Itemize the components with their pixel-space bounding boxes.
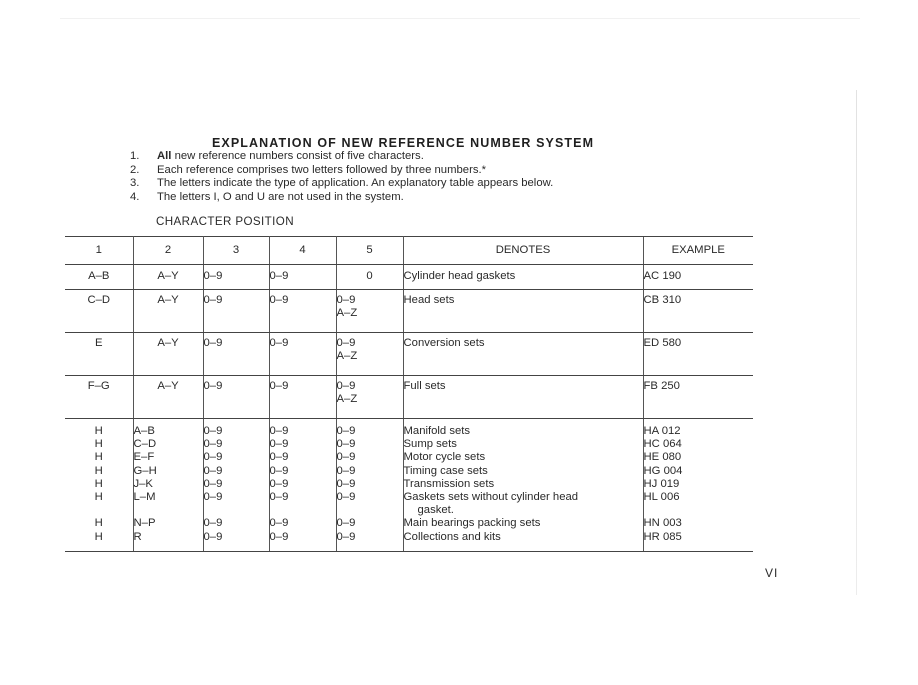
cell-position-3: 0–9	[203, 333, 269, 376]
cell-line: 0–9	[336, 477, 356, 490]
cell-line: 0–9	[269, 491, 289, 504]
cell-line: N–P	[133, 517, 156, 530]
note-text: The letters I, O and U are not used in the system.	[157, 190, 404, 203]
cell-position-5	[336, 333, 403, 376]
cell-position-5	[336, 290, 403, 333]
cell-line: HL 006	[643, 491, 680, 504]
cell-line: 0–9	[336, 530, 356, 543]
cell-line: A–Z	[336, 350, 358, 363]
spacer	[65, 504, 133, 517]
cell-line: 0–9	[336, 491, 356, 504]
cell-position-1: A–B	[65, 265, 133, 290]
cell-line: HA 012	[643, 425, 681, 437]
cell-example: FB 250	[643, 376, 753, 419]
note-item	[130, 150, 553, 164]
page-title: EXPLANATION OF NEW REFERENCE NUMBER SYSTEM	[212, 136, 595, 150]
cell-line: 0–9	[269, 477, 289, 490]
cell-line: 0–9	[269, 464, 289, 477]
cell-position-1: C–D	[65, 290, 133, 333]
cell-line: 0–9	[269, 438, 289, 451]
cell-line: A–Z	[336, 393, 358, 406]
cell-line: H	[94, 517, 103, 530]
cell-line: H	[94, 438, 103, 451]
scan-edge-top	[60, 18, 860, 19]
note-item	[130, 164, 553, 178]
cell-line: 0–9	[336, 380, 356, 392]
spacer	[644, 504, 754, 517]
cell-denotes: Full sets	[403, 376, 643, 419]
table-row	[65, 290, 753, 333]
note-item	[130, 191, 553, 205]
cell-line: HE 080	[643, 451, 682, 464]
cell-position-5	[336, 376, 403, 419]
cell-line: 0–9	[203, 491, 223, 504]
cell-position-4	[269, 419, 336, 552]
cell-line: H	[94, 425, 103, 437]
cell-line: HG 004	[643, 464, 683, 477]
cell-position-3	[203, 419, 269, 552]
notes-list	[130, 150, 553, 204]
cell-line: 0–9	[336, 517, 356, 530]
cell-line: J–K	[133, 477, 153, 490]
cell-line: 0–9	[269, 530, 289, 543]
column-header-denotes: DENOTES	[403, 237, 643, 265]
cell-line: H	[94, 491, 103, 504]
cell-line: 0–9	[203, 438, 223, 451]
cell-line: HN 003	[643, 517, 682, 530]
cell-line: L–M	[133, 491, 156, 504]
cell-line: HR 085	[643, 530, 682, 543]
cell-line: E–F	[133, 451, 155, 464]
cell-position-3: 0–9	[203, 290, 269, 333]
header-row	[65, 237, 753, 265]
cell-line: 0–9	[203, 464, 223, 477]
cell-position-4: 0–9	[269, 376, 336, 419]
cell-position-3: 0–9	[203, 376, 269, 419]
cell-line: HJ 019	[643, 477, 680, 490]
cell-line: 0–9	[203, 477, 223, 490]
cell-position-3: 0–9	[203, 265, 269, 290]
cell-example: AC 190	[643, 265, 753, 290]
cell-denotes: Conversion sets	[403, 333, 643, 376]
note-number: 2.	[130, 163, 140, 176]
cell-line: Main bearings packing sets	[403, 517, 541, 530]
table-row	[65, 333, 753, 376]
cell-line: 0–9	[203, 425, 223, 437]
cell-position-1	[65, 419, 133, 552]
cell-line: 0–9	[336, 438, 356, 451]
note-body: new reference numbers consist of five characters.	[171, 150, 424, 162]
cell-line: Gaskets sets without cylinder head	[403, 491, 579, 504]
cell-position-2: A–Y	[133, 265, 203, 290]
spacer	[337, 504, 403, 517]
cell-position-1: F–G	[65, 376, 133, 419]
cell-position-2: A–Y	[133, 333, 203, 376]
cell-denotes	[403, 419, 643, 552]
cell-line: H	[94, 451, 103, 464]
cell-position-2: A–Y	[133, 290, 203, 333]
cell-line: G–H	[133, 464, 157, 477]
cell-line: 0–9	[336, 294, 356, 306]
column-header: 5	[336, 237, 403, 265]
spacer	[270, 504, 336, 517]
cell-line: 0–9	[203, 517, 223, 530]
cell-position-1: E	[65, 333, 133, 376]
cell-line: 0–9	[336, 451, 356, 464]
cell-line: 0–9	[203, 451, 223, 464]
note-number: 4.	[130, 190, 140, 203]
cell-line: 0–9	[336, 425, 356, 437]
spacer	[134, 504, 203, 517]
cell-position-4: 0–9	[269, 265, 336, 290]
cell-line: 0–9	[336, 337, 356, 349]
cell-line: 0–9	[269, 451, 289, 464]
cell-line: 0–9	[203, 530, 223, 543]
column-header: 1	[65, 237, 133, 265]
cell-position-2	[133, 419, 203, 552]
page-number: VI	[765, 566, 779, 580]
cell-line: H	[94, 530, 103, 543]
cell-line: A–B	[133, 425, 155, 437]
cell-line: H	[94, 477, 103, 490]
cell-line: H	[94, 464, 103, 477]
character-position-label: CHARACTER POSITION	[156, 215, 294, 228]
cell-line: R	[133, 530, 142, 543]
table-row	[65, 376, 753, 419]
spacer	[204, 504, 269, 517]
note-text	[157, 150, 424, 164]
note-text: The letters indicate the type of application. An explanatory table appears below.	[157, 177, 554, 190]
table-row-group-h	[65, 419, 753, 552]
cell-line: Transmission sets	[403, 477, 495, 490]
column-header: 2	[133, 237, 203, 265]
cell-line: 0–9	[269, 517, 289, 530]
cell-line: Sump sets	[403, 438, 457, 451]
cell-line: Manifold sets	[403, 425, 471, 437]
cell-line: A–Z	[336, 307, 358, 320]
table-row	[65, 265, 753, 290]
note-item	[130, 177, 553, 191]
cell-line: HC 064	[643, 438, 682, 451]
reference-table	[65, 236, 753, 552]
cell-example: ED 580	[643, 333, 753, 376]
note-number: 1.	[130, 150, 140, 162]
cell-example	[643, 419, 753, 552]
cell-line: Timing case sets	[403, 464, 488, 477]
cell-position-4: 0–9	[269, 333, 336, 376]
cell-position-5	[336, 419, 403, 552]
cell-example: CB 310	[643, 290, 753, 333]
column-header-example: EXAMPLE	[643, 237, 753, 265]
cell-line: gasket.	[417, 504, 454, 517]
column-header: 4	[269, 237, 336, 265]
cell-line: 0–9	[269, 425, 289, 437]
note-number: 3.	[130, 177, 140, 190]
cell-denotes: Head sets	[403, 290, 643, 333]
cell-denotes: Cylinder head gaskets	[403, 265, 643, 290]
note-text: Each reference comprises two letters followed by three numbers.*	[157, 163, 487, 176]
cell-line: 0–9	[336, 464, 356, 477]
cell-position-4: 0–9	[269, 290, 336, 333]
cell-line: C–D	[133, 438, 157, 451]
cell-line: Motor cycle sets	[403, 451, 486, 464]
cell-position-5: 0	[336, 265, 403, 290]
note-lead: All	[157, 150, 172, 162]
cell-line: Collections and kits	[403, 530, 501, 543]
cell-position-2: A–Y	[133, 376, 203, 419]
scan-edge-right	[856, 90, 857, 595]
column-header: 3	[203, 237, 269, 265]
